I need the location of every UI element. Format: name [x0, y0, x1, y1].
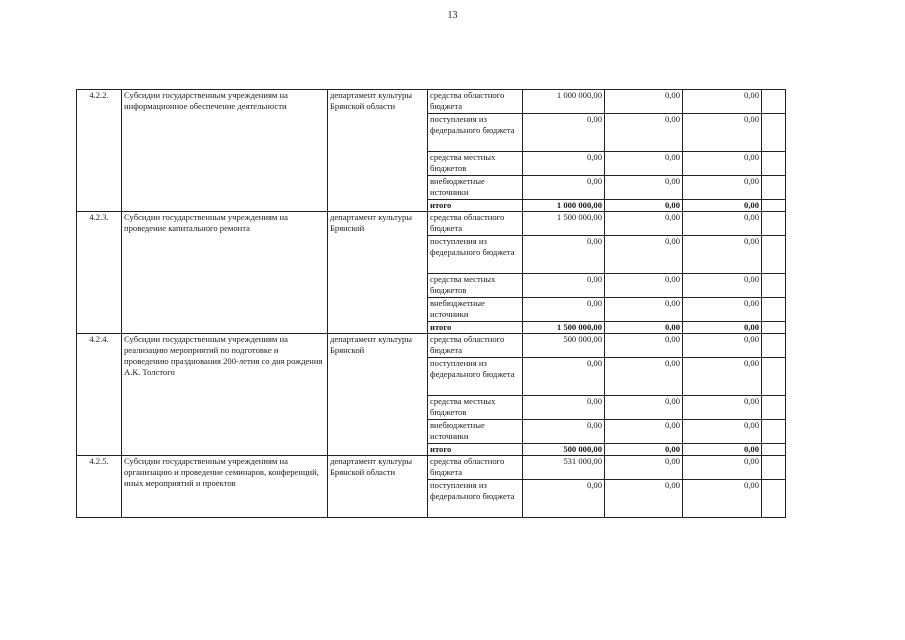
funding-source: средства областного бюджета: [428, 212, 523, 236]
value-year-3: 0,00: [683, 212, 762, 236]
total-year-2: 0,00: [605, 322, 683, 334]
value-year-2: 0,00: [605, 420, 683, 444]
value-year-1: 0,00: [523, 114, 605, 152]
value-year-2: 0,00: [605, 396, 683, 420]
section-code: 4.2.5.: [77, 456, 122, 518]
total-year-1: 1 000 000,00: [523, 200, 605, 212]
funding-source: поступления из федерального бюджета: [428, 236, 523, 274]
table-row: [77, 456, 786, 480]
section-executor: департамент культуры Брянской области: [328, 90, 428, 212]
total-label: итого: [428, 444, 523, 456]
total-year-3: 0,00: [683, 322, 762, 334]
value-year-2: 0,00: [605, 236, 683, 274]
value-year-3: 0,00: [683, 396, 762, 420]
empty-cell: [762, 358, 786, 396]
value-year-1: 0,00: [523, 274, 605, 298]
empty-cell: [762, 274, 786, 298]
value-year-3: 0,00: [683, 456, 762, 480]
value-year-1: 1 000 000,00: [523, 90, 605, 114]
value-year-2: 0,00: [605, 90, 683, 114]
funding-source: средства местных бюджетов: [428, 396, 523, 420]
value-year-2: 0,00: [605, 152, 683, 176]
funding-source: средства областного бюджета: [428, 334, 523, 358]
empty-cell: [762, 444, 786, 456]
funding-source: средства местных бюджетов: [428, 152, 523, 176]
value-year-3: 0,00: [683, 90, 762, 114]
section-executor: департамент культуры Брянской: [328, 334, 428, 456]
empty-cell: [762, 200, 786, 212]
value-year-2: 0,00: [605, 358, 683, 396]
section-executor: департамент культуры Брянской: [328, 212, 428, 334]
empty-cell: [762, 480, 786, 518]
value-year-3: 0,00: [683, 176, 762, 200]
table-row: [77, 334, 786, 358]
funding-source: средства областного бюджета: [428, 90, 523, 114]
value-year-3: 0,00: [683, 358, 762, 396]
total-year-1: 1 500 000,00: [523, 322, 605, 334]
empty-cell: [762, 420, 786, 444]
value-year-2: 0,00: [605, 274, 683, 298]
value-year-1: 0,00: [523, 480, 605, 518]
empty-cell: [762, 114, 786, 152]
value-year-1: 0,00: [523, 176, 605, 200]
page-number: 13: [447, 10, 458, 21]
value-year-3: 0,00: [683, 236, 762, 274]
total-year-2: 0,00: [605, 444, 683, 456]
value-year-2: 0,00: [605, 334, 683, 358]
funding-source: средства местных бюджетов: [428, 274, 523, 298]
section-executor: департамент культуры Брянской области: [328, 456, 428, 518]
empty-cell: [762, 176, 786, 200]
table-row: [77, 90, 786, 114]
value-year-1: 0,00: [523, 396, 605, 420]
value-year-3: 0,00: [683, 334, 762, 358]
empty-cell: [762, 334, 786, 358]
section-code: 4.2.2.: [77, 90, 122, 212]
value-year-1: 0,00: [523, 152, 605, 176]
section-name: Субсидии государственным учреждениям на организацию и проведение семинаров, конференций, иных мероприятий и проектов: [122, 456, 328, 518]
budget-table: [76, 89, 786, 518]
section-code: 4.2.3.: [77, 212, 122, 334]
empty-cell: [762, 152, 786, 176]
funding-source: поступления из федерального бюджета: [428, 358, 523, 396]
empty-cell: [762, 322, 786, 334]
funding-source: поступления из федерального бюджета: [428, 480, 523, 518]
value-year-1: 0,00: [523, 358, 605, 396]
section-name: Субсидии государственным учреждениям на информационное обеспечение деятельности: [122, 90, 328, 212]
value-year-2: 0,00: [605, 298, 683, 322]
total-label: итого: [428, 200, 523, 212]
value-year-1: 531 000,00: [523, 456, 605, 480]
section-code: 4.2.4.: [77, 334, 122, 456]
empty-cell: [762, 90, 786, 114]
total-year-3: 0,00: [683, 200, 762, 212]
table-row: [77, 212, 786, 236]
value-year-1: 0,00: [523, 298, 605, 322]
funding-source: средства областного бюджета: [428, 456, 523, 480]
value-year-2: 0,00: [605, 212, 683, 236]
value-year-2: 0,00: [605, 480, 683, 518]
section-name: Субсидии государственным учреждениям на реализацию мероприятий по подготовке и проведению празднования 200-летия со дня рождения А.К. Толстого: [122, 334, 328, 456]
value-year-3: 0,00: [683, 114, 762, 152]
value-year-2: 0,00: [605, 456, 683, 480]
empty-cell: [762, 396, 786, 420]
total-label: итого: [428, 322, 523, 334]
funding-source: внебюджетные источники: [428, 176, 523, 200]
section-name: Субсидии государственным учреждениям на проведение капитального ремонта: [122, 212, 328, 334]
funding-source: внебюджетные источники: [428, 420, 523, 444]
value-year-2: 0,00: [605, 114, 683, 152]
empty-cell: [762, 212, 786, 236]
total-year-3: 0,00: [683, 444, 762, 456]
value-year-1: 0,00: [523, 420, 605, 444]
total-year-1: 500 000,00: [523, 444, 605, 456]
value-year-1: 1 500 000,00: [523, 212, 605, 236]
empty-cell: [762, 236, 786, 274]
funding-source: внебюджетные источники: [428, 298, 523, 322]
empty-cell: [762, 456, 786, 480]
funding-source: поступления из федерального бюджета: [428, 114, 523, 152]
total-year-2: 0,00: [605, 200, 683, 212]
value-year-3: 0,00: [683, 298, 762, 322]
empty-cell: [762, 298, 786, 322]
value-year-1: 500 000,00: [523, 334, 605, 358]
value-year-1: 0,00: [523, 236, 605, 274]
value-year-3: 0,00: [683, 152, 762, 176]
value-year-3: 0,00: [683, 420, 762, 444]
value-year-3: 0,00: [683, 274, 762, 298]
value-year-3: 0,00: [683, 480, 762, 518]
value-year-2: 0,00: [605, 176, 683, 200]
